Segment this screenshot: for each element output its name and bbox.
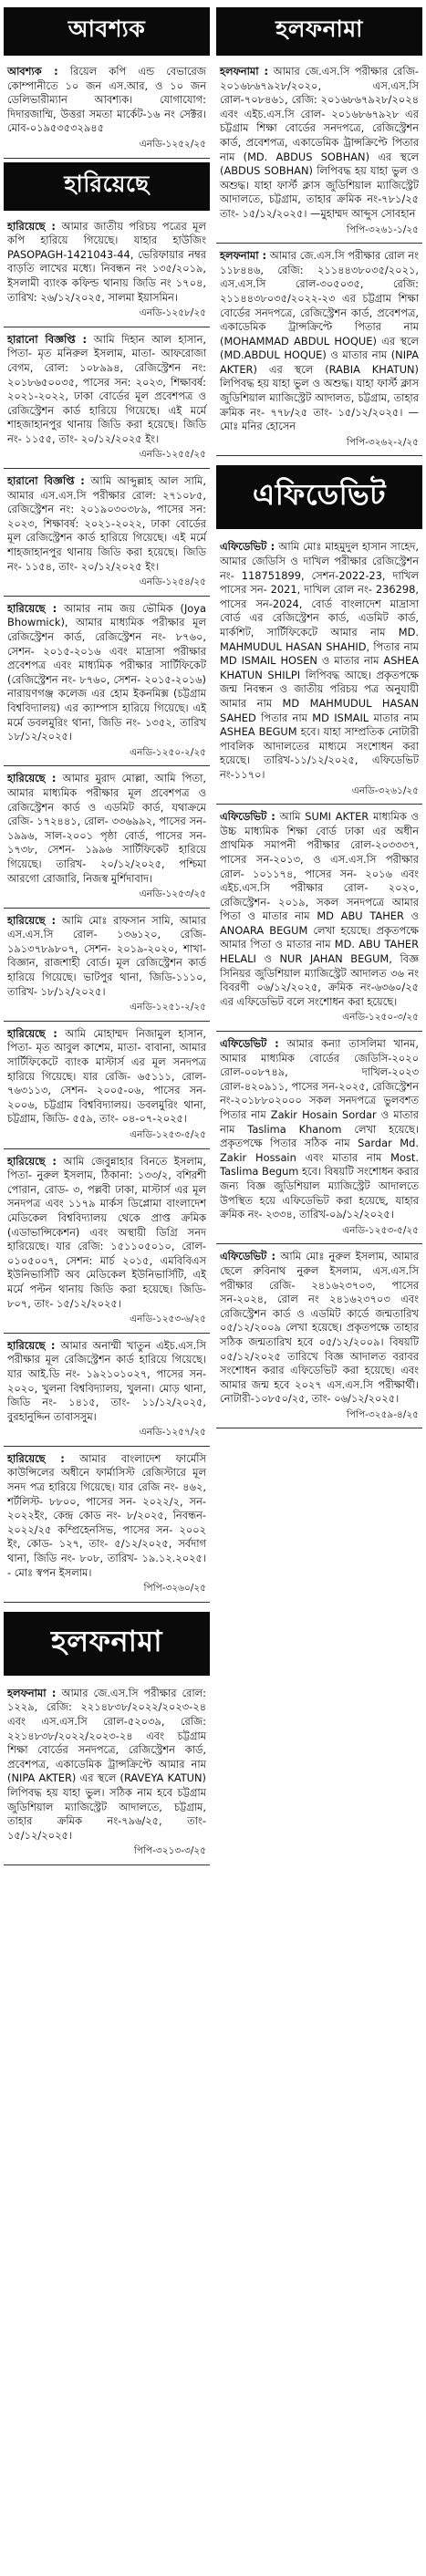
- ad-text: আমি মোঃ মাহমুদুল হাসান সাহেদ, আমার জেডিসি ও দাখিল পরীক্ষার রেজিস্ট্রেশন নং- 118751899, সেশন-2022-23, দাখিল পাসের সন- 2021, দাখিল রোল নং- 236298, পাসের সন-2024, বোর্ড বাংলাদেশ মাদ্রাসা বোর্ড এর রেজিস্ট্রেশন কার্ড, এডমিট কার্ড, মার্কশিট, সার্টিফিকেটে আমার নাম MD. MAHMUDUL HASAN SHAHID, পিতার নাম MD ISMAIL HOSEN ও মাতার নাম ASHEA KHATUN SHILPI লিপিবদ্ধ আছে। প্রকৃতপক্ষে জন্ম নিবন্ধন ও জাতীয় পরিচয় পত্র অনুযায়ী আমার নাম MD MAHMUDUL HASAN SAHED পিতার নাম MD ISMAIL মাতার নাম ASHEA BEGUM হবে। যাহা সাম্প্রতিক নোটারী পাবলিক আদালতের মাধ্যমে সংশোধন করা হয়েছে। তারিখ-১১/১২/২০২৫, এফিডেভিট নং-১১৭০।: [220, 540, 420, 781]
- left-column: [4, 5, 210, 1869]
- ad-text: আমি দিহান আল হাসান, পিতা- মৃত মনিরুল ইসলাম, মাতা- আফরোজা বেগম, রোল: ১০৮৯৯৪, রেজিস্ট্রেশন নং: ২০১৮৬৫০০৩৫, পাসের সন: ২০২৩, শিক্ষাবর্ষ: ২০২১-২০২২, ঢাকা বোর্ডের মূল প্রবেশপত্র ও রেজিস্ট্রেশন কার্ড হারিয়ে গিয়েছে। এই মর্মে শাহজাহানপুর থানায় জিডি করা হয়েছে। জিডি নং- ১১৫৫, তাং- ২০/১২/২০২৫ ইং।: [7, 332, 206, 445]
- section-banner: হারিয়েছে: [4, 162, 210, 211]
- ad-lead: হারিয়েছে :: [7, 219, 56, 233]
- ad-lead: হারানো বিজ্ঞপ্তি :: [7, 474, 85, 488]
- ad-lead: হারিয়েছে :: [7, 1026, 57, 1040]
- classified-ad: [4, 1337, 210, 1447]
- section-banner: হলফনামা: [4, 1612, 210, 1676]
- ad-reference: পিপি-৩২৬২-২/২৫: [346, 436, 419, 448]
- ad-text: আমি মোঃ নুরুল ইসলাম, আমার ছেলে রুবিনাথ নুরুল ইসলাম, এস.এস.সি পরীক্ষার রেজি- ২৪১৬২৩৭০৩, পাসের সন-২০২৪, রোল নং ২৪১৬২৩৭০৩ এবং রেজিস্ট্রেশন কার্ড ও এডমিট কার্ডে জন্মতারিখ ০৫/১২/২০০৯ লেখা হয়েছে। প্রকৃতপক্ষে তাহার সঠিক জন্মতারিখ হবে ০৫/১২/২০০৯। বিষয়টি ০৫/১২/২০২৫ তারিখে বিজ্ঞ আদালত বরাবর সংশোধন করার এফিডেভিট করা হয়েছে। এবং আমার জন্ম হবে ২০২৭ এস.এস.সি পরীক্ষার্থী। নোটারী-১০৮৫০/২৫, তাং- ০৬/১২/২০২৫।: [220, 1250, 419, 1406]
- ad-reference: এনডি-১২৫৩/২৫: [139, 888, 206, 900]
- ad-reference: এনডি-১২৫২/২৫: [139, 138, 206, 150]
- right-column: [216, 5, 422, 1432]
- ad-text: আমার অনাম্মী খাতুন এইচ.এস.সি পরীক্ষার মূল রেজিস্ট্রেশন কার্ড হারিয়ে গিয়েছে। যার আই.ডি নং- ১৯২১০১০২৭, পাসের সন- ২০২০, খুলনা বিশ্ববিদ্যালয়, খুলনা। মোড় থানা, জিডি নং- ১৪১৫, তাং- ১১/১২/২০২৫, বুরহানুদ্দিন তাবাসসুম।: [7, 1338, 206, 1423]
- classified-ad: [4, 63, 210, 159]
- ad-lead: হারিয়েছে :: [7, 601, 57, 615]
- classified-ad: [4, 1450, 210, 1603]
- ad-lead: হারানো বিজ্ঞপ্তি :: [7, 332, 88, 346]
- ad-reference: এনডি-১২৫৫/২৫: [139, 449, 206, 461]
- ad-lead: আবশ্যক :: [7, 65, 58, 78]
- ad-lead: এফিডেভিট :: [220, 540, 275, 554]
- section-banner: হলফনামা: [216, 7, 422, 56]
- ad-text: আমার কন্যা তাসলিমা খানম, আমার মাধ্যমিক বোর্ডের জেডিসি-২০২০ রোল-০০৮৭৪৯, দাখিল-২০২৩ রোল-৪২০৯১১, পাসের সন-২০২৫, রেজিস্ট্রেশন নং-২০১৮৮০২০০০ সকল সনদপত্রে ভুলবশত পিতার নাম Zakir Hosain Sordar ও মাতার নাম Taslima Khanom লেখা হয়েছে। প্রকৃতপক্ষে পিতার সঠিক নাম Sardar Md. Zakir Hossain এবং মাতার নাম Most. Taslima Begum হবে। বিষয়টি সংশোধন করার জন্য বিজ্ঞ জুডিশিয়াল ম্যাজিস্ট্রেট আদালতে উপস্থিত হয়ে এফিডেভিট করা হয়েছে, যাহার ক্রমিক নং- ২৩৩৪, তারিখ-০৯/১২/২০২৫।: [220, 1037, 419, 1221]
- ad-lead: হারিয়েছে :: [7, 1154, 57, 1168]
- ad-text: আমি জেবুন্নাহার বিনতে ইসলাম, পিতা- নুরুল ইসলাম, ঠিকানা: ১৩৩/২, বশিরশী পোরান, রোড- ৩, পল্লবী ঢাকা, মাস্টার্স এর মূল সনদপত্র এবং ১১৭৯ মার্কস ডিপ্লোমা বাংলাদেশ মেডিকেল বিশ্ববিদ্যালয় থেকে প্রাপ্ত ক্রমিক (এডাভান্সিকেশন) এবং অস্থায়ী ডিগ্রি সনদ হারিয়েছে। যার রেজি: ১৫১১০৫০১০, রোল- ০১০৫০০৭, সেশন: মার্চ ২০১৫, এমবিবিএস ইউনিভার্সিটি অব মেডিকেল ইউনিভার্সিটি, এই মর্মে পল্টন থানায় জিডি করা হয়েছে। জিডি- ৮০৭, তাং- ১৫/১২/২০২৫।: [7, 1154, 206, 1310]
- classified-ad: [4, 770, 210, 908]
- ad-lead: এফিডেভিট :: [220, 1250, 276, 1263]
- ad-lead: হারিয়েছে :: [7, 772, 57, 785]
- ad-reference: পিপি-৩২৫৯-৪/২৫: [346, 1408, 419, 1420]
- classified-ad: [4, 912, 210, 1022]
- ad-reference: এনডি-১২৫৩-৬/২৫: [130, 1314, 206, 1325]
- ad-lead: হারিয়েছে :: [7, 913, 57, 927]
- ad-text: আমার জে.এস.সি পরীক্ষার রেজি- ২০১৬৮৬৭৯২৮/২০২০, এস.এস.সি রোল-৭০৮৪৬১, রেজি: ২০১৬৮৬৭৯২৮/২০২৪ এবং এইচ.এস.সি রোল- ২০১৬৮৬৭৯২৮ এর চট্টগ্রাম শিক্ষা বোর্ডের সনদপত্রে, রেজিস্ট্রেশন কার্ড, প্রবেশপত্র, একাডেমিক ট্রান্সক্রিপ্টে পিতার নাম (MD. ABDUS SOBHAN) এর স্থলে (ABDUS SOBHAN) লিপিবদ্ধ হয় যাহা ভুল ও অশুদ্ধ। যাহা ফার্স্ট ক্লাস জুডিশিয়াল ম্যাজিস্ট্রেট আদালতে, চট্টগ্রাম, তাহার ক্রমিক নং-৭৮১/২৫ তাং- ১৫/১২/২০২৫। —মুহাম্মদ আব্দুস সোবহান: [220, 65, 419, 220]
- ad-text: আমি SUMI AKTER মাধ্যমিক ও উচ্চ মাধ্যমিক শিক্ষা বোর্ড ঢাকা এর অধীন প্রাথমিক সমাপনী পরীক্ষার রোল-২০৩৩৩৭, পাসের সন-২০১৩, ও এস.এস.সি পরীক্ষার রোল- ১০১১৭৪, পাসের সন- ২০১৬ এবং এইচ.এস.সি পরীক্ষার রোল- ২০২০, রেজিস্ট্রেশন- ২০১৯, সকল সনদপত্রে আমার পিতা ও মাতার নাম MD ABU TAHER ও ANOARA BEGUM লেখা হয়েছে। প্রকৃতপক্ষে আমার পিতা ও মাতার নাম MD. ABU TAHER HELALI ও NUR JAHAN BEGUM, বিজ্ঞ সিনিয়র জুডিশিয়াল ম্যাজিস্ট্রেট আদালত ৩৬ নং বিবরণী ০৬/১২/২০২৫, ক্রমিক নং-৬৩৬০/২৫ এর এফিডেভিট বলে সংশোধন করা হয়েছে।: [220, 810, 419, 1008]
- ad-reference: পিপি-৩২৬১-১/২৫: [346, 223, 419, 235]
- ad-text: আমার জাতীয় পরিচয় পত্রের মূল কপি হারিয়ে গিয়েছে। যাহার হাউজিং PASOPAGH-1421043-44, ভেরিফায়ার নম্বর বাড়তি লাখের মধ্যে। নিবন্ধন নং ১৩৫/২০১৯, ইসলামী ব্যাংক কফিল্ড থানায় জিডি নং ১৭০৪, তারিখ: ২৬/১২/২০২৫, সালমা ইয়াসমিন।: [7, 219, 206, 304]
- ad-reference: এনডি-১২৫৩-৫/২৫: [342, 1224, 419, 1236]
- classified-ad: [216, 538, 422, 805]
- classified-ad: [4, 1153, 210, 1334]
- ad-lead: হারিয়েছে :: [7, 1451, 65, 1465]
- ad-reference: এনডি-১২৫৪/২৫: [139, 576, 206, 588]
- classified-ad: [4, 1025, 210, 1149]
- ad-text: আমার মুরাদ মোল্লা, আমি পিতা, আমার মাধ্যমিক পরীক্ষার মূল প্রবেশপত্র ও রেজিস্ট্রেশন কার্ড ও এডমিট কার্ড, যথাক্রমে রেজি- ১৭২৪৪১, রোল- ৩৩৬৯৯২, পাসের সন- ১৯৯৬, সাল-২০০১ পৃষ্ঠা বোর্ড, পাসের সন- ১৭৩৮, সেশন- ১৯৯৬ সার্টিফিকেট হারিয়ে গিয়েছে। তারিখ- ২০/১২/২০২৫, পশ্চিমা আরগো রোজারি, নিজস্ব মুর্শিদাবাদ।: [7, 772, 206, 885]
- ad-text: আমার জে.এস.সি পরীক্ষার রোল: ১২২৯, রেজি: ২২১৪৮৩৮/২০২২/২০২৩-২৪ এবং এস.এস.সি রোল-৫২০৩৯, রেজি: ২২১৪৮৩৮/২০২২/২০২৩-২৪ এবং চট্টগ্রাম শিক্ষা বোর্ডের সনদপত্রে, রেজিস্ট্রেশন কার্ড, প্রবেশপত্র, একাডেমিক ট্রান্সক্রিপ্টে আমার নাম (NIPA AKTER) এর স্থলে (RAVEYA KATUN) লিপিবদ্ধ হয় যাহা ভুল। সঠিক নাম হবে চট্টগ্রাম জুডিশিয়াল ম্যাজিস্ট্রেট আদালতে, চট্টগ্রাম, তাহার ক্রমিক নং-৭৯৬/২৫, তাং- ১৫/১২/২০২৫।: [7, 1686, 207, 1842]
- section-banner: এফিডেভিট: [216, 465, 422, 529]
- classified-ad: [4, 1685, 210, 1865]
- classified-ad: [216, 247, 422, 456]
- ad-lead: এফিডেভিট :: [220, 810, 275, 824]
- classified-ad: [4, 218, 210, 327]
- ad-lead: এফিডেভিট :: [220, 1037, 279, 1051]
- ad-reference: এনডি-১২৫৮/২৫: [139, 307, 206, 319]
- ad-text: আমার জে.এস.সি পরীক্ষার রোল নং ১১৮৪৪৬, রেজি: ২১১৪৪৩৮০৩৫/২০২১, এস.এস.সি রোল-৩০৫০৩৫, রেজি: ২১১৪৪৩৮০৩৫/২০২২-২৩ এর চট্টগ্রাম শিক্ষা বোর্ডের সনদপত্রে, রেজিস্ট্রেশন কার্ড, প্রবেশপত্র, একাডেমিক ট্রান্সক্রিপ্টে পিতার নাম (MOHAMMAD ABDUL HOQUE) এর স্থলে (MD.ABDUL HOQUE) ও মাতার নাম (NIPA AKTER) এর স্থলে (RABIA KHATUN) লিপিবদ্ধ হয় যাহা ভুল ও অশুদ্ধ। যাহা ফার্স্ট ক্লাস জুডিশিয়াল ম্যাজিস্ট্রেট আদালত, চট্টগ্রাম, তাহার ক্রমিক নং- ৭৭৮/২৫ তাং- ১৫/১২/২০২৫। —মোঃ মনির হোসেন: [220, 249, 420, 433]
- ad-reference: এনডি-৩২৬১/২৫: [351, 784, 419, 796]
- ad-reference: এনডি-১২৫৭/২৫: [139, 1427, 206, 1439]
- classified-ad: [216, 808, 422, 1032]
- ad-text: আমি আব্দুল্লাহ আল সামি, আমার এস.এস.সি পরীক্ষার রোল: ২৭১০৮৫, রেজিস্ট্রেশন নং: ২০১৯০৩০৩৮৯, পাসের সন: ২০২৩, শিক্ষাবর্ষ: ২০২১-২০২২, ঢাকা বোর্ডের মূল রেজিস্ট্রেশন কার্ড হারিয়ে গিয়েছে। এই মর্মে শাহজাহানপুর থানায় জিডি করা হয়েছে। জিডি নং- ১১৫৪, তাং- ২০/১২/২০২৫ ইং।: [7, 474, 206, 573]
- classified-ad: [4, 473, 210, 597]
- ad-reference: পিপি-৩২১৩-৩/২৫: [133, 1845, 206, 1857]
- section-banner: আবশ্যক: [4, 7, 210, 56]
- ad-text: আমার বাংলাদেশ ফার্মেসি কাউন্সিলের অধীনে ফার্মাসিস্ট রেজিস্টারে মূল সনদ পত্র হারিয়ে গিয়েছে। যার রেজি নং- ৪৬২, শর্টলিস্ট- ৮৮০০, পাসের সন- ২০২২/২, সন- ২০২২ইং, কেন্দ্র কোড নং- ৮/২০২৫, নিবন্ধন- ২০২২/২৫ কম্প্রিহেনসিভ, পাসের সন- ২০০২ ইং, কোড- ১২৭, তাং- ৫/১২/২০২৫, সর্বদাগ থানা, জিডি নং- ৮০৮, তারিখ- ১৯.১২.২০২৫। - মোঃ স্বপন ইসলাম।: [7, 1451, 206, 1579]
- ad-lead: হলফনামা :: [220, 249, 267, 263]
- classified-ad: [216, 1248, 422, 1428]
- ad-reference: পিপি-৩২৬০/২৫: [143, 1583, 206, 1594]
- ad-reference: এনডি-১২৫৩-৫/২৫: [130, 1129, 206, 1140]
- ad-text: আমার নাম জয় ভৌমিক (Joya Bhowmick), আমার মাধ্যমিক পরীক্ষার মূল রেজিস্ট্রেশন কার্ড, রেজিস্ট্রেশন নং- ৮৭৬০, সেশন- ২০১৫-২০১৬ এবং মাদ্রাসা পরীক্ষার প্রবেশপত্র এবং মাধ্যমিক পরীক্ষার সার্টিফিকেট (রেজিস্ট্রেশন নং- ৮৭৬০, সেশন- ২০১৫-২০১৬) নারায়ণগঞ্জ কলেজ এর হোম ইকনমিক্স (চট্টগ্রাম বিশ্ববিদ্যালয়) এর ক্যাম্পাস হারিয়ে গিয়েছে। এই মর্মে ডবলমুরিং থানা, জিডি নং- ১৩৫২, তারিখ ১৮/১২/২০২৫।: [7, 601, 206, 743]
- classified-ad: [4, 600, 210, 767]
- ad-text: রিয়েল কপি এন্ড বেভারেজ কোম্পানীতে ১০ জন এস.আর, ও ১০ জন ডেলিভারীম্যান আবশ্যক। যোগাযোগ: দিদারজাম্মি, উত্তরা সমতা মার্কেট-১৬ নং সেক্টর। মোব-০১৯৫৩৫৩২৯৪৫: [7, 65, 206, 135]
- ad-lead: হলফনামা :: [7, 1686, 57, 1699]
- ad-text: আমি মোহাম্মদ নিজামুল হাসান, পিতা- মৃত আবুল কাশেম, মাতা- বাবানা, আমার সার্টিফিকেটে ব্যাংক মাস্টার্স এর মূল সনদপত্র হারিয়ে গিয়েছে। যার রেজি- ৬৫১১১, রোল- ৭৬৩১১৩, সেশন- ২০০৫-০৬, পাসের সন- ২০০৬, চট্টগ্রাম বিশ্ববিদ্যালয়। ডবলমুরিং থানা, চট্টগ্রাম, জিডি- ৫৫৯, তাং- ০৪-০৭-২০২৫।: [7, 1026, 207, 1126]
- ad-reference: এনডি-১২৫১-২/২৫: [130, 1002, 206, 1013]
- ad-lead: হলফনামা :: [220, 65, 268, 78]
- ad-reference: এনডি-১২৫০-৩/২৫: [342, 1012, 419, 1023]
- ad-text: আমি মোঃ রাফসান সামি, আমার এস.এস.সি রোল- ১৩৬১২০, রেজি- ১৯১৩৭৮৯৮০৭, সেশন- ২০১৯-২০২০, শাখা- বিজ্ঞান, রাজশাহী বোর্ড। মূল রেজিস্ট্রেশন কার্ড হারিয়ে গিয়েছে। ভাটপুর থানা, জিডি-১১১০, তারিখ- ১৮/১২/২০২৫।: [7, 913, 206, 998]
- classified-ad: [216, 1035, 422, 1244]
- ad-lead: হারিয়েছে :: [7, 1338, 56, 1352]
- ad-reference: এনডি-১২৫০-২/২৫: [130, 746, 206, 758]
- classified-ad: [4, 331, 210, 469]
- classified-ad: [216, 63, 422, 244]
